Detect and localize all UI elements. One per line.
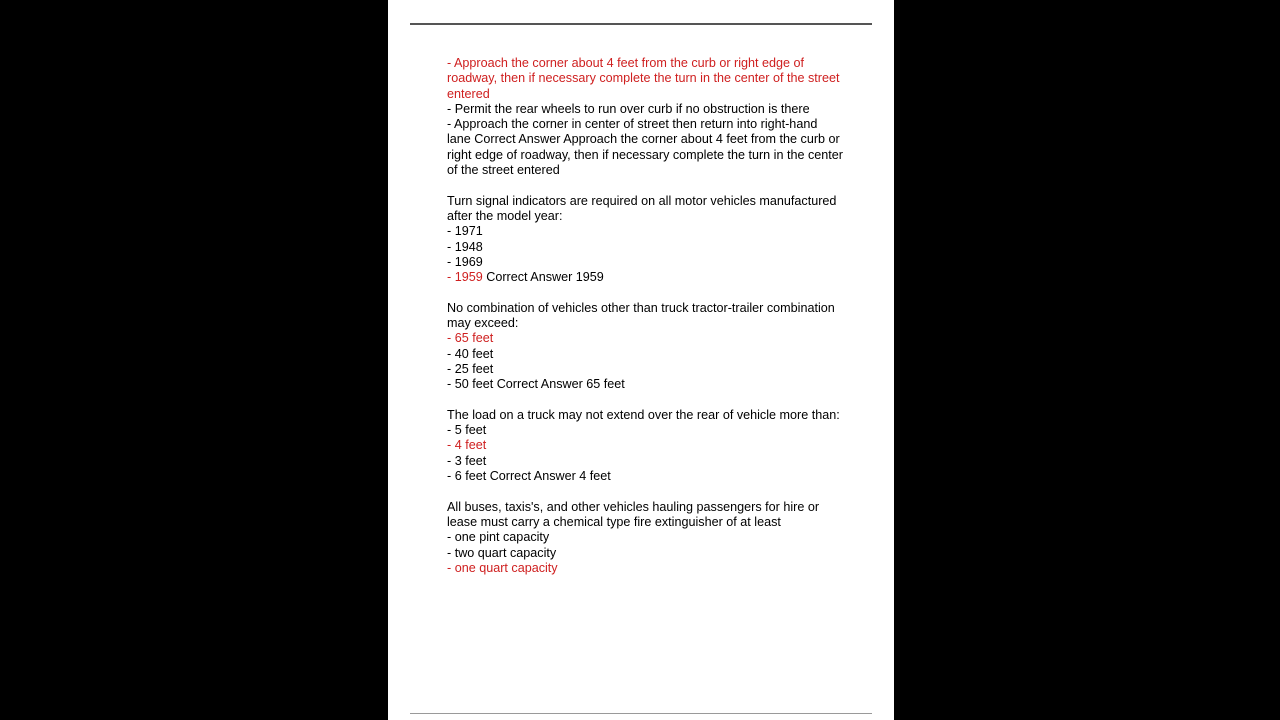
question-block bbox=[447, 56, 843, 178]
text-line bbox=[447, 362, 843, 377]
plain-text: - one pint capacity bbox=[447, 530, 550, 545]
text-line bbox=[447, 194, 843, 225]
plain-text: - 3 feet bbox=[447, 453, 487, 468]
plain-text: - 1971 bbox=[447, 224, 483, 239]
plain-text: - Approach the corner in center of street then return into right-hand lane Correct Answer Approach the corner about 4 feet from the curb or right edge of roadway, then if necessary complete the turn in the center of the street entered bbox=[447, 117, 843, 178]
text-line bbox=[447, 454, 843, 469]
question-block bbox=[447, 500, 843, 576]
text-line bbox=[447, 469, 843, 484]
highlighted-text: - one quart capacity bbox=[447, 560, 558, 575]
text-line bbox=[447, 546, 843, 561]
text-line bbox=[447, 561, 843, 576]
text-line bbox=[447, 240, 843, 255]
text-line bbox=[447, 224, 843, 239]
text-line bbox=[447, 377, 843, 392]
plain-text: No combination of vehicles other than truck tractor-trailer combination may exceed: bbox=[447, 300, 835, 331]
plain-text: - two quart capacity bbox=[447, 545, 557, 560]
text-line bbox=[447, 255, 843, 270]
document-page bbox=[388, 0, 894, 720]
highlighted-text: - 1959 bbox=[447, 270, 483, 285]
text-line bbox=[447, 301, 843, 332]
text-line bbox=[447, 500, 843, 531]
plain-text: - 1969 bbox=[447, 254, 483, 269]
plain-text: - 6 feet Correct Answer 4 feet bbox=[447, 469, 611, 484]
footer-divider bbox=[410, 713, 872, 714]
header-divider bbox=[410, 23, 872, 25]
plain-text: Correct Answer 1959 bbox=[482, 270, 604, 285]
highlighted-text: - 65 feet bbox=[447, 331, 494, 346]
plain-text: Turn signal indicators are required on all motor vehicles manufactured after the model year: bbox=[447, 193, 837, 223]
plain-text: - 40 feet bbox=[447, 346, 494, 361]
text-line bbox=[447, 270, 843, 285]
plain-text: - Permit the rear wheels to run over curb if no obstruction is there bbox=[447, 101, 810, 116]
text-line bbox=[447, 331, 843, 346]
text-line bbox=[447, 117, 843, 178]
highlighted-text: - Approach the corner about 4 feet from the curb or right edge of roadway, then if necessary complete the turn in the center of the street entered bbox=[447, 56, 840, 101]
question-block bbox=[447, 301, 843, 393]
text-line bbox=[447, 102, 843, 117]
text-line bbox=[447, 56, 843, 102]
plain-text: - 1948 bbox=[447, 239, 483, 254]
question-block bbox=[447, 194, 843, 286]
letterbox-bar-left bbox=[0, 0, 388, 720]
plain-text: - 50 feet Correct Answer 65 feet bbox=[447, 377, 625, 392]
highlighted-text: - 4 feet bbox=[447, 438, 487, 453]
plain-text: - 25 feet bbox=[447, 361, 494, 376]
text-line bbox=[447, 408, 843, 423]
text-line bbox=[447, 438, 843, 453]
text-line bbox=[447, 423, 843, 438]
plain-text: All buses, taxis's, and other vehicles hauling passengers for hire or lease must carry a chemical type fire extinguisher of at least bbox=[447, 499, 820, 529]
plain-text: - 5 feet bbox=[447, 423, 487, 438]
text-line bbox=[447, 530, 843, 545]
question-block bbox=[447, 408, 843, 484]
text-line bbox=[447, 347, 843, 362]
document-body bbox=[447, 56, 843, 576]
letterbox-bar-right bbox=[894, 0, 1280, 720]
plain-text: The load on a truck may not extend over the rear of vehicle more than: bbox=[447, 407, 840, 422]
